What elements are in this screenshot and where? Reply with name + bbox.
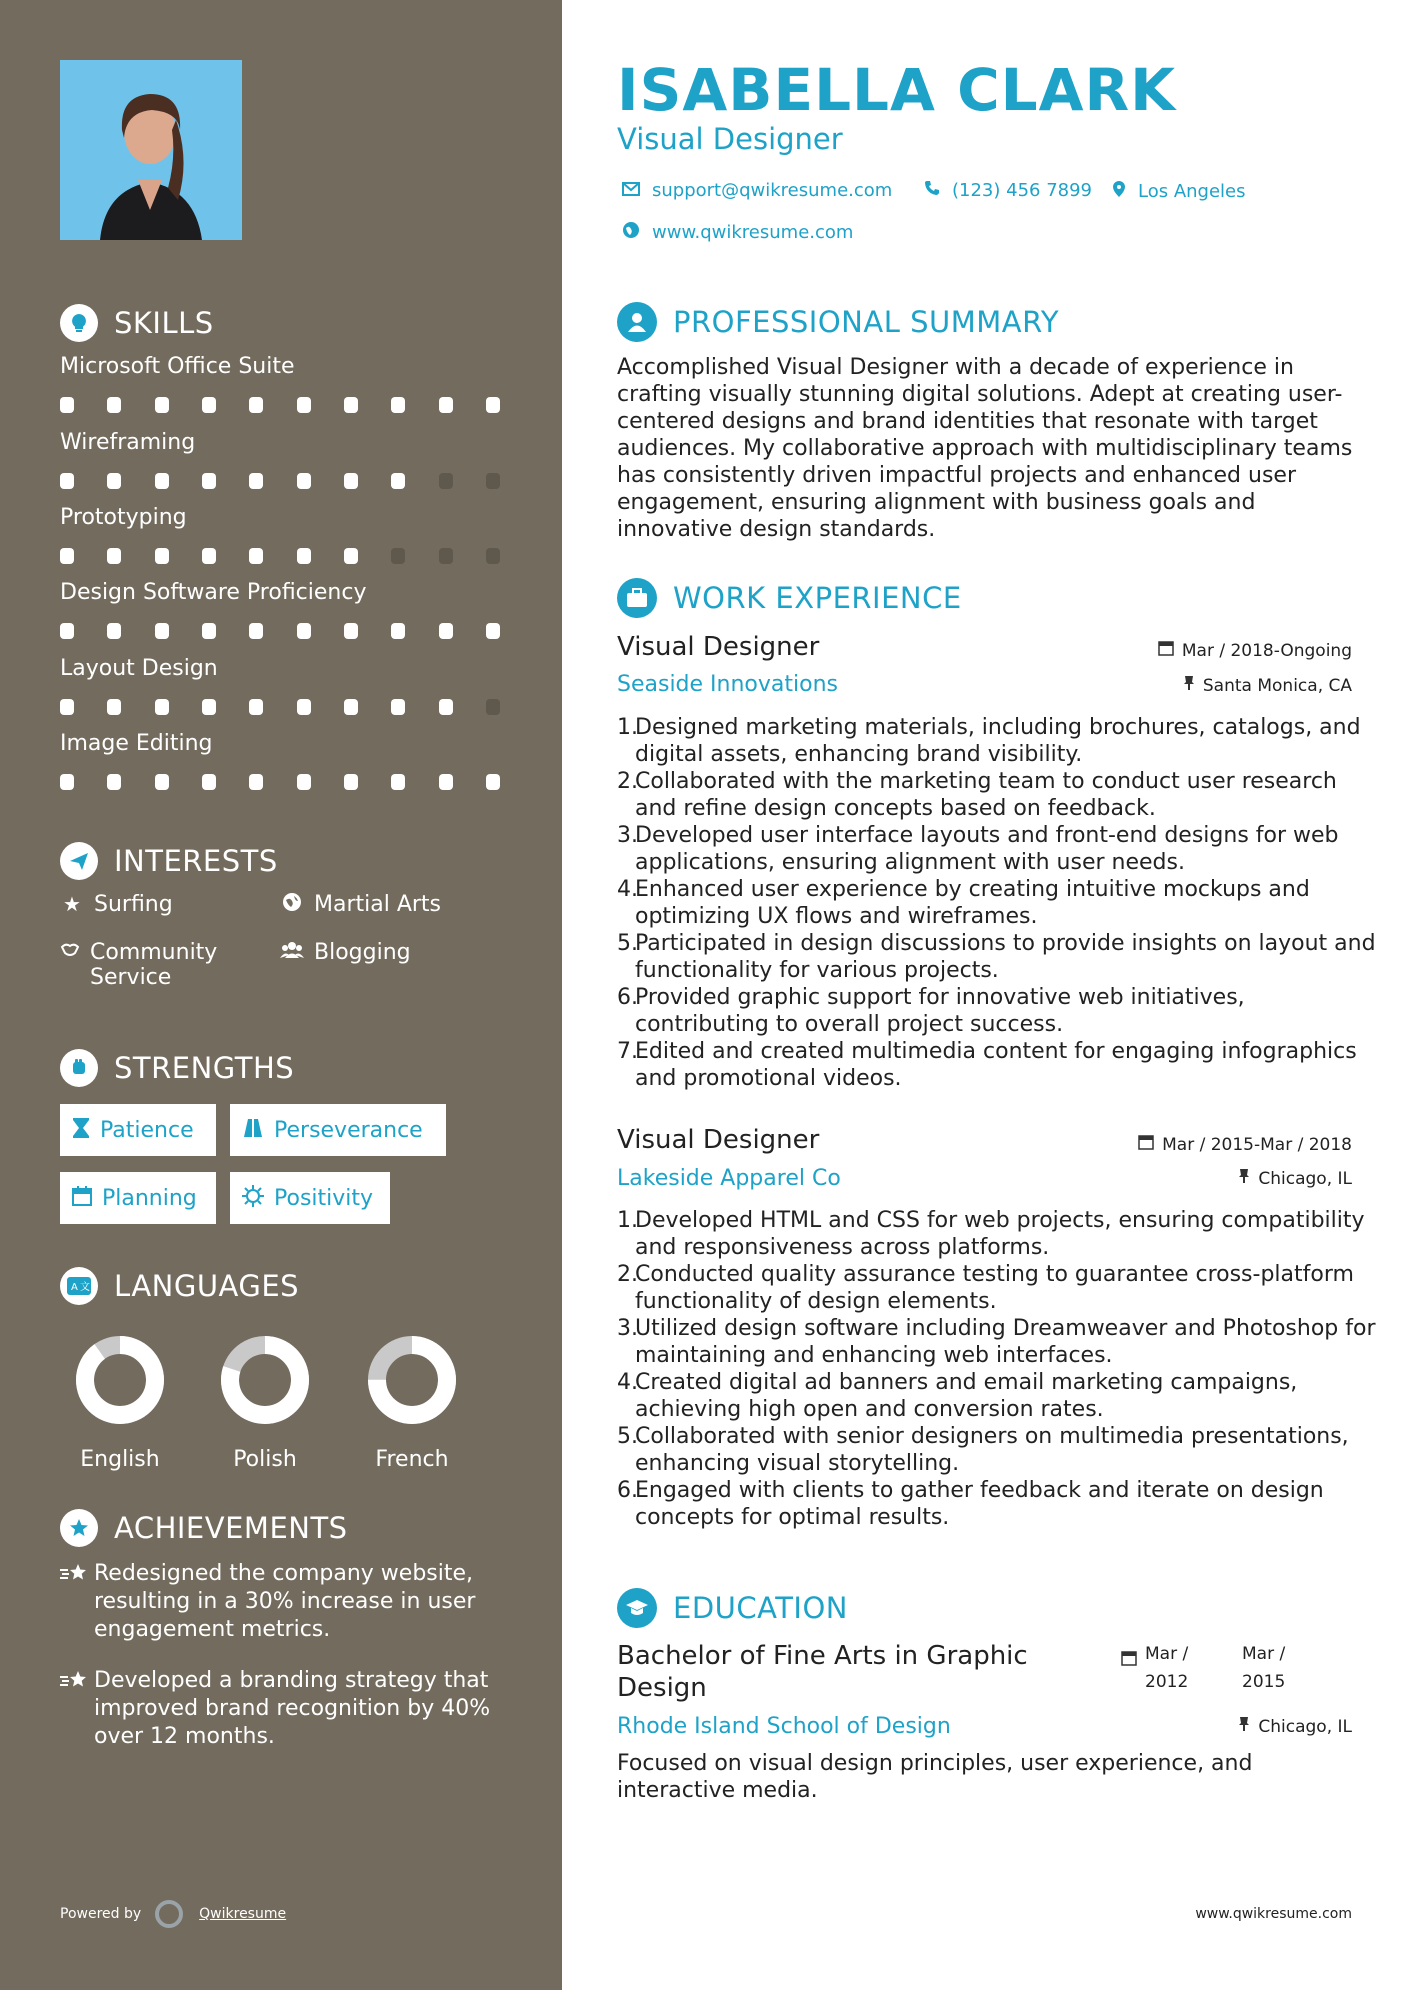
language-label: French — [375, 1447, 449, 1472]
skill-dot — [155, 548, 169, 564]
bullet-item — [617, 876, 1377, 930]
achievement-text: Developed a branding strategy that improved brand recognition by 40% over 12 months. — [94, 1668, 491, 1749]
powered-by — [60, 1900, 286, 1928]
strength-badge — [60, 1104, 216, 1156]
translate-icon — [60, 1267, 98, 1305]
interest-label: Community Service — [90, 940, 218, 990]
powered-by-label: Powered by — [60, 1906, 142, 1922]
globe-icon — [622, 221, 640, 244]
bullet-number: 1. — [617, 1208, 638, 1233]
job-date-text: Mar / 2015-Mar / 2018 — [1162, 1134, 1352, 1155]
skill-dot — [439, 548, 453, 564]
skill-dot — [249, 699, 263, 715]
footer-url[interactable]: www.qwikresume.com — [1195, 1906, 1352, 1922]
bullet-item — [617, 1315, 1377, 1369]
job-location — [1183, 675, 1352, 696]
achievement-item — [60, 1667, 500, 1751]
bullet-list — [617, 714, 1377, 1092]
job-date — [1138, 1134, 1352, 1155]
bullet-item — [617, 1207, 1377, 1261]
bullet-text: Provided graphic support for innovative web initiatives, contributing to overall project success. — [635, 985, 1245, 1037]
strengths-heading-text: STRENGTHS — [114, 1051, 295, 1085]
skill-level-dots — [60, 774, 500, 790]
sun-icon — [242, 1185, 264, 1212]
bullet-number: 6. — [617, 1478, 638, 1503]
language-label: English — [80, 1447, 160, 1472]
skill-dot — [391, 548, 405, 564]
strength-badge — [230, 1104, 446, 1156]
shooting-star-icon — [60, 1562, 94, 1644]
skill-level-dots — [60, 548, 500, 564]
work-heading — [617, 578, 962, 618]
languages-heading — [60, 1267, 299, 1305]
skill-dot — [249, 473, 263, 489]
interest-label: Surfing — [94, 892, 173, 917]
skill-dot — [107, 473, 121, 489]
skill-dot — [60, 774, 74, 790]
skill-dot — [60, 623, 74, 639]
lightbulb-icon — [60, 304, 98, 342]
bullet-text: Enhanced user experience by creating intuitive mockups and optimizing UX flows and wireframes. — [635, 877, 1310, 929]
calendar-icon — [1138, 1134, 1154, 1155]
skill-dot — [486, 774, 500, 790]
languages-heading-text: LANGUAGES — [114, 1269, 300, 1303]
donut-fill — [85, 1345, 155, 1415]
skill-name: Prototyping — [60, 505, 187, 530]
interest-item — [60, 892, 173, 917]
skill-row — [60, 731, 510, 790]
skill-dot — [60, 473, 74, 489]
bullet-item — [617, 1038, 1377, 1092]
skill-dot — [344, 548, 358, 564]
skill-name: Image Editing — [60, 731, 213, 756]
bullet-number: 1. — [617, 715, 638, 740]
user-icon — [617, 302, 657, 342]
achievements-heading-text: ACHIEVEMENTS — [114, 1511, 348, 1545]
skill-dot — [202, 699, 216, 715]
skill-dot — [297, 473, 311, 489]
education-location-text: Chicago, IL — [1258, 1716, 1352, 1737]
achievement-text: Redesigned the company website, resulting in a 30% increase in user engagement metrics. — [94, 1561, 476, 1642]
skill-name: Design Software Proficiency — [60, 580, 367, 605]
skills-heading-text: SKILLS — [114, 306, 214, 340]
skill-dot — [60, 548, 74, 564]
trophy-star-icon — [60, 1509, 98, 1547]
bullet-text: Developed user interface layouts and front-end designs for web applications, ensuring alignment with user needs. — [635, 823, 1339, 875]
bullet-item — [617, 1423, 1377, 1477]
skill-dot — [107, 699, 121, 715]
work-heading-text: WORK EXPERIENCE — [673, 581, 962, 615]
strength-label: Positivity — [274, 1185, 374, 1211]
interests-heading — [60, 842, 278, 880]
contact-website[interactable] — [622, 221, 853, 244]
bullet-number: 7. — [617, 1039, 638, 1064]
skill-dot — [249, 397, 263, 413]
qwikresume-link[interactable]: Qwikresume — [199, 1906, 287, 1922]
svg-text:A: A — [71, 1282, 79, 1293]
bullet-number: 4. — [617, 877, 638, 902]
star-icon: ★ — [63, 892, 81, 916]
calendar-icon — [1158, 640, 1174, 661]
skill-dot — [344, 699, 358, 715]
pushpin-icon — [1238, 1168, 1250, 1189]
education-school: Rhode Island School of Design — [617, 1714, 951, 1739]
skill-dot — [391, 699, 405, 715]
strength-badge — [230, 1172, 390, 1224]
strengths-heading — [60, 1049, 294, 1087]
skill-dot — [60, 699, 74, 715]
skill-dot — [344, 623, 358, 639]
job-location — [1238, 1168, 1352, 1189]
bullet-text: Developed HTML and CSS for web projects, ensuring compatibility and responsiveness across platforms. — [635, 1208, 1365, 1260]
skill-name: Wireframing — [60, 430, 196, 455]
skill-row — [60, 656, 510, 715]
candidate-title: Visual Designer — [617, 122, 843, 156]
road-icon — [242, 1118, 264, 1143]
pushpin-icon — [1183, 675, 1195, 696]
location-text: Los Angeles — [1138, 181, 1246, 202]
skill-dot — [486, 397, 500, 413]
skill-dot — [391, 774, 405, 790]
bullet-text: Collaborated with senior designers on multimedia presentations, enhancing visual storytelling. — [635, 1424, 1349, 1476]
skill-dot — [155, 397, 169, 413]
bullet-number: 6. — [617, 985, 638, 1010]
calendar-icon — [1121, 1650, 1137, 1671]
skill-dot — [107, 623, 121, 639]
website-text: www.qwikresume.com — [652, 222, 854, 243]
bullet-text: Collaborated with the marketing team to conduct user research and refine design concepts based on feedback. — [635, 769, 1337, 821]
education-heading — [617, 1588, 848, 1628]
contact-phone[interactable] — [924, 180, 1092, 201]
skill-dot — [297, 548, 311, 564]
language-donut — [65, 1325, 175, 1435]
language-donut — [357, 1325, 467, 1435]
bullet-item — [617, 714, 1377, 768]
education-end-text: Mar / 2015 — [1242, 1644, 1286, 1692]
skill-dot — [155, 774, 169, 790]
bullet-number: 2. — [617, 769, 638, 794]
education-date-end — [1242, 1640, 1302, 1696]
email-text: support@qwikresume.com — [652, 180, 893, 201]
skill-dot — [486, 473, 500, 489]
job-role: Visual Designer — [617, 1125, 820, 1155]
bullet-text: Conducted quality assurance testing to guarantee cross-platform functionality of design elements. — [635, 1262, 1354, 1314]
skill-dot — [155, 699, 169, 715]
education-date-start — [1121, 1640, 1197, 1696]
bullet-item — [617, 822, 1377, 876]
bullet-number: 3. — [617, 1316, 638, 1341]
interest-label: Martial Arts — [314, 892, 442, 917]
skill-dot — [202, 548, 216, 564]
job-company: Lakeside Apparel Co — [617, 1166, 841, 1191]
bullet-item — [617, 930, 1377, 984]
skill-dot — [107, 397, 121, 413]
bullet-list — [617, 1207, 1377, 1531]
map-pin-icon — [1112, 180, 1126, 203]
skill-dot — [439, 774, 453, 790]
bullet-number: 5. — [617, 1424, 638, 1449]
skill-row — [60, 354, 510, 413]
phone-icon — [924, 180, 940, 201]
skill-dot — [202, 774, 216, 790]
skill-dot — [439, 397, 453, 413]
bullet-text: Edited and created multimedia content for engaging infographics and promotional videos. — [635, 1039, 1357, 1091]
paper-plane-icon — [60, 842, 98, 880]
skill-dot — [486, 699, 500, 715]
qwikresume-logo-icon — [155, 1900, 183, 1928]
skill-dot — [249, 548, 263, 564]
globe-icon — [280, 892, 304, 917]
job-bullets — [617, 714, 1377, 1092]
bullet-number: 3. — [617, 823, 638, 848]
skill-dot — [155, 623, 169, 639]
strength-badge — [60, 1172, 216, 1224]
svg-text:文: 文 — [80, 1282, 91, 1293]
sidebar — [0, 0, 562, 1990]
skill-dot — [486, 623, 500, 639]
fist-icon — [60, 1049, 98, 1087]
bullet-number: 5. — [617, 931, 638, 956]
education-heading-text: EDUCATION — [673, 1591, 849, 1625]
skill-row — [60, 430, 510, 489]
skill-dot — [439, 699, 453, 715]
bullet-text: Engaged with clients to gather feedback and iterate on design concepts for optimal results. — [635, 1478, 1324, 1530]
skill-dot — [249, 623, 263, 639]
bullet-text: Utilized design software including Dreamweaver and Photoshop for maintaining and enhancing web interfaces. — [635, 1316, 1376, 1368]
skill-dot — [60, 397, 74, 413]
skill-level-dots — [60, 397, 500, 413]
bullet-item — [617, 1477, 1377, 1531]
skill-dot — [297, 774, 311, 790]
summary-text: Accomplished Visual Designer with a decade of experience in crafting visually stunning digital solutions. Adept at creating user-centered designs and brand identities that resonate with target audiences. My collaborative approach with multidisciplinary teams has consistently driven impactful projects and enhanced user engagement, ensuring alignment with business goals and innovative design standards. — [617, 355, 1353, 542]
education-text: Focused on visual design principles, user experience, and interactive media. — [617, 1751, 1253, 1803]
job-date — [1158, 640, 1352, 661]
skill-dot — [297, 623, 311, 639]
skill-name: Layout Design — [60, 656, 218, 681]
contact-location — [1112, 180, 1246, 203]
job-role: Visual Designer — [617, 632, 820, 662]
bullet-item — [617, 1261, 1377, 1315]
language-item — [210, 1325, 320, 1472]
shooting-star-icon — [60, 1669, 94, 1751]
person-silhouette-icon — [60, 60, 242, 240]
contact-email[interactable] — [622, 180, 892, 201]
skill-dot — [297, 397, 311, 413]
skill-dot — [391, 623, 405, 639]
bullet-text: Created digital ad banners and email marketing campaigns, achieving high open and conversion rates. — [635, 1370, 1298, 1422]
skill-dot — [297, 699, 311, 715]
hourglass-icon — [72, 1117, 90, 1144]
users-icon — [280, 940, 304, 965]
interests-heading-text: INTERESTS — [114, 844, 278, 878]
handshake-icon — [60, 940, 80, 965]
job-company: Seaside Innovations — [617, 672, 838, 697]
bullet-item — [617, 768, 1377, 822]
bullet-number: 2. — [617, 1262, 638, 1287]
skill-dot — [439, 623, 453, 639]
skill-dot — [344, 473, 358, 489]
education-start-text: Mar / 2012 — [1145, 1644, 1189, 1692]
skill-dot — [107, 774, 121, 790]
skill-level-dots — [60, 699, 500, 715]
calendar-icon — [72, 1186, 92, 1211]
envelope-icon — [622, 180, 640, 201]
skill-dot — [439, 473, 453, 489]
skill-dot — [391, 397, 405, 413]
skills-heading — [60, 304, 214, 342]
skill-dot — [202, 473, 216, 489]
summary-heading — [617, 302, 1059, 342]
skill-dot — [249, 774, 263, 790]
skill-dot — [155, 473, 169, 489]
skill-level-dots — [60, 623, 500, 639]
interest-label: Blogging — [314, 940, 411, 965]
graduation-cap-icon — [617, 1588, 657, 1628]
profile-photo — [60, 60, 242, 240]
skill-name: Microsoft Office Suite — [60, 354, 295, 379]
skill-dot — [486, 548, 500, 564]
job-bullets — [617, 1207, 1377, 1531]
strength-label: Planning — [102, 1185, 197, 1211]
bullet-number: 4. — [617, 1370, 638, 1395]
interest-item — [280, 892, 441, 917]
skill-dot — [391, 473, 405, 489]
skill-dot — [202, 623, 216, 639]
pushpin-icon — [1238, 1716, 1250, 1737]
briefcase-icon — [617, 578, 657, 618]
main-content — [562, 0, 1407, 1990]
bullet-item — [617, 984, 1377, 1038]
skill-dot — [344, 397, 358, 413]
language-item — [357, 1325, 467, 1472]
skill-level-dots — [60, 473, 500, 489]
bullet-item — [617, 1369, 1377, 1423]
job-date-text: Mar / 2018-Ongoing — [1181, 640, 1352, 661]
job-location-text: Santa Monica, CA — [1202, 675, 1352, 696]
skill-row — [60, 580, 510, 639]
strength-label: Patience — [100, 1117, 194, 1143]
education-location — [1238, 1716, 1352, 1737]
education-degree: Bachelor of Fine Arts in Graphic Design — [617, 1641, 1028, 1703]
achievement-item — [60, 1560, 500, 1644]
phone-text: (123) 456 7899 — [952, 180, 1093, 201]
interest-item — [60, 940, 260, 990]
language-label: Polish — [233, 1447, 297, 1472]
interest-item — [280, 940, 411, 965]
bullet-text: Designed marketing materials, including brochures, catalogs, and digital assets, enhancing brand visibility. — [635, 715, 1361, 767]
summary-heading-text: PROFESSIONAL SUMMARY — [673, 305, 1060, 339]
skill-row — [60, 505, 510, 564]
skill-dot — [107, 548, 121, 564]
skill-dot — [344, 774, 358, 790]
candidate-name: ISABELLA CLARK — [617, 56, 1177, 124]
skill-dot — [202, 397, 216, 413]
bullet-text: Participated in design discussions to provide insights on layout and functionality for various projects. — [635, 931, 1376, 983]
strength-label: Perseverance — [274, 1117, 423, 1143]
language-item — [65, 1325, 175, 1472]
job-location-text: Chicago, IL — [1258, 1168, 1352, 1189]
language-donut — [210, 1325, 320, 1435]
achievements-heading — [60, 1509, 348, 1547]
